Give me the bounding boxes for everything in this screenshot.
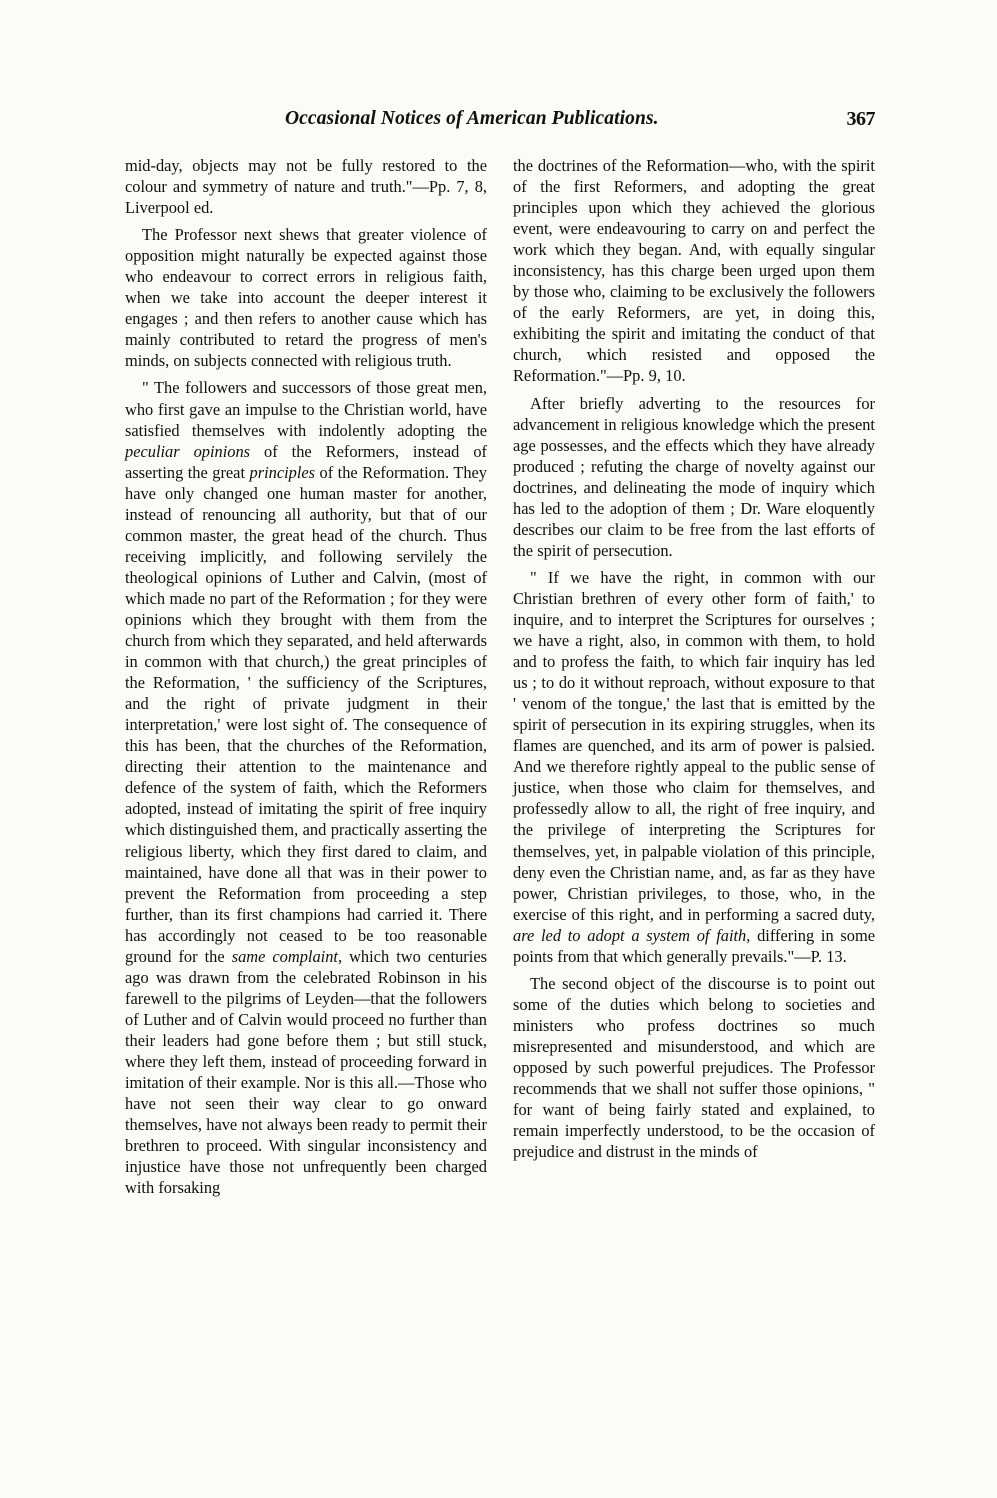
paragraph [513,973,875,1162]
text-run: The Professor next shews that greater violence of opposition might naturally be expected against those who endeavour to correct errors in religious faith, when we take into account the deeper interest it engages ; and then refers to another cause which has mainly contributed to retard the progress of men's minds, on subjects connected with religious truth. [125,225,487,371]
text-body [125,155,875,1405]
text-run: The second object of the discourse is to point out some of the duties which belong to societies and ministers who profess doctrines so much misrepresented and misunderstood, and which are opposed by such powerful prejudices. The Professor recommends that we shall not suffer those opinions, " for want of being fairly stated and explained, to remain imperfectly understood, to be the occasion of prejudice and distrust in the minds of [513,973,875,1162]
text-run: " The followers and successors of those great men, who first gave an impulse to the Christian world, have satisfied themselves with indolently adopting the [125,378,487,440]
paragraph [513,393,875,561]
text-run: of the Reformers, instead of asserting the great [125,441,487,482]
column-left [125,155,487,1405]
text-run: the doctrines of the Reformation—who, with the spirit of the first Reformers, and adopting the great principles upon which they achieved the glorious event, were endeavouring to carry on and perfect the work which they began. And, with equally singular inconsistency, has this charge been urged upon them by those who, claiming to be exclusively the followers of the early Reformers, are yet, in doing this, exhibiting the spirit and imitating the conduct of that church, which resisted and opposed the Reformation."—Pp. 9, 10. [513,156,875,386]
paragraph [513,567,875,967]
text-run: which two centuries ago was drawn from the celebrated Robinson in his farewell to the pilgrims of Leyden—that the followers of Luther and of Calvin would proceed no further than their leaders had gone before them ; but still stuck, where they left them, instead of proceeding forward in imitation of their example. Nor is this all.—Those who have not seen their way clear to go onward themselves, have not always been ready to permit their brethren to proceed. With singular inconsistency and injustice have those not unfrequently been charged with forsaking [125,946,487,1198]
paragraph [125,155,487,218]
paragraph [125,224,487,371]
running-head [125,108,875,138]
column-right [513,155,875,1405]
page-folio: 367 [846,108,875,130]
emphasis-run: principles [249,462,316,482]
text-run: differing in some points from that which generally prevails."—P. 13. [513,925,875,966]
text-run: " If we have the right, in common with our Christian brethren of every other form of faith,' to inquire, and to interpret the Scriptures for ourselves ; we have a right, also, in common with them, to hold and to profess the faith, to which fair inquiry has led us ; to do it without reproach, without exposure to that ' venom of the tongue,' the last that is emitted by the spirit of persecution in its expiring struggles, when its flames are quenched, and its arm of power is palsied. And we therefore rightly appeal to the public sense of justice, when those who claim for themselves, and professedly allow to all, the right of free inquiry, and the privilege of interpreting the Scriptures for themselves, yet, in palpable violation of this principle, deny even the Christian name, and, as far as they have power, Christian privileges, to those, who, in the exercise of this right, and in performing a sacred duty, [513,567,875,924]
paragraph [125,377,487,1198]
running-head-title: Occasional Notices of American Publications. [285,108,659,129]
text-run: After briefly adverting to the resources for advancement in religious knowledge which the present age possesses, and the effects which they have already produced ; refuting the charge of novelty against our doctrines, and delineating the mode of inquiry which has led to the adoption of them ; Dr. Ware eloquently describes our claim to be free from the last efforts of the spirit of persecution. [513,393,875,560]
emphasis-run: are led to adopt a system of faith, [513,925,751,945]
emphasis-run: same complaint, [231,946,343,966]
text-run: mid-day, objects may not be fully restored to the colour and symmetry of nature and truth."—Pp. 7, 8, Liverpool ed. [125,156,487,218]
paragraph [513,155,875,387]
text-run: of the Reformation. They have only changed one human master for another, instead of renouncing all authority, but that of our common master, the great head of the church. Thus receiving implicitly, and following servilely the theological opinions of Luther and Calvin, (most of which made no part of the Reformation ; for they were opinions which they brought with them from the church from which they separated, and held afterwards in common with that church,) the great principles of the Reformation, ' the sufficiency of the Scriptures, and the right of private judgment in their interpretation,' were lost sight of. The consequence of this has been, that the churches of the Reformation, directing their attention to the maintenance and defence of the system of faith, which the Reformers adopted, instead of imitating the spirit of free inquiry which distinguished them, and practically asserting the religious liberty, which they first dared to claim, and maintained, have done all that was in their power to prevent the Reformation from proceeding a step further, than its first champions had carried it. There has accordingly not ceased to be too reasonable ground for the [125,462,487,966]
emphasis-run: peculiar opinions [125,441,251,461]
